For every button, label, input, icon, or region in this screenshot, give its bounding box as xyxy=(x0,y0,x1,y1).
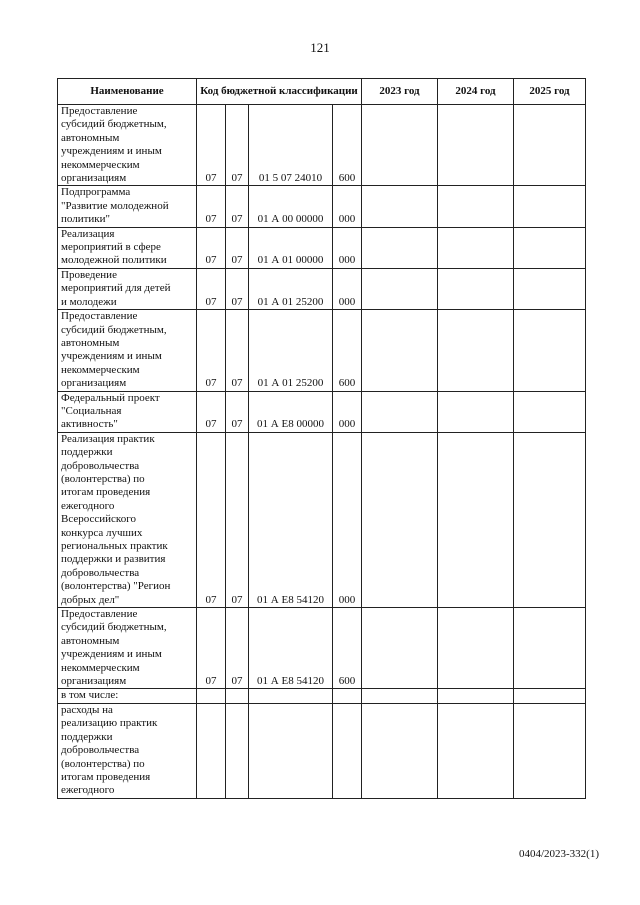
code-section xyxy=(197,703,226,798)
value-2024 xyxy=(438,608,514,689)
table-row xyxy=(58,689,586,703)
row-name-text: в том числе: xyxy=(61,689,119,702)
header-code: Код бюджетной классификации xyxy=(197,79,362,105)
value-2024 xyxy=(438,310,514,391)
row-name-text: Предоставление субсидий бюджетным, автономным учреждениям и иным некоммерческим организациям xyxy=(61,608,167,688)
code-section: 07 xyxy=(197,227,226,268)
document-code: 0404/2023-332(1) xyxy=(518,848,599,860)
value-2023 xyxy=(362,432,438,607)
table-row xyxy=(58,391,586,432)
value-2024 xyxy=(438,703,514,798)
value-2023 xyxy=(362,186,438,227)
value-2024 xyxy=(438,689,514,703)
row-name-text: Реализация мероприятий в сфере молодежной политики xyxy=(61,227,167,267)
table-header-row xyxy=(58,79,586,105)
header-name: Наименование xyxy=(58,79,197,105)
code-target: 01 А 01 25200 xyxy=(249,268,333,309)
value-2023 xyxy=(362,703,438,798)
row-name-text: Реализация практик поддержки добровольчества (волонтерства) по итогам проведения ежегодного Всероссийского конкурса лучших региональных практик поддержки и развития добровольчества (волонтерства) "Регион добрых дел" xyxy=(61,432,171,606)
table-row xyxy=(58,186,586,227)
header-2024: 2024 год xyxy=(438,79,514,105)
code-subsection: 07 xyxy=(226,432,249,607)
value-2023 xyxy=(362,310,438,391)
code-type: 000 xyxy=(333,391,362,432)
budget-table xyxy=(57,78,586,799)
code-type: 000 xyxy=(333,432,362,607)
code-type xyxy=(333,689,362,703)
code-subsection: 07 xyxy=(226,186,249,227)
row-name xyxy=(58,310,197,391)
code-section: 07 xyxy=(197,105,226,186)
value-2025 xyxy=(514,186,586,227)
code-target xyxy=(249,689,333,703)
row-name xyxy=(58,268,197,309)
header-2025: 2025 год xyxy=(514,79,586,105)
code-target xyxy=(249,703,333,798)
code-target: 01 А Е8 00000 xyxy=(249,391,333,432)
code-subsection: 07 xyxy=(226,310,249,391)
value-2025 xyxy=(514,432,586,607)
row-name-text: расходы на реализацию практик поддержки добровольчества (волонтерства) по итогам проведения ежегодного xyxy=(61,703,158,797)
code-target: 01 5 07 24010 xyxy=(249,105,333,186)
code-target: 01 А Е8 54120 xyxy=(249,432,333,607)
value-2024 xyxy=(438,227,514,268)
row-name-text: Предоставление субсидий бюджетным, автономным учреждениям и иным некоммерческим организациям xyxy=(61,105,167,185)
value-2025 xyxy=(514,391,586,432)
value-2023 xyxy=(362,608,438,689)
code-subsection: 07 xyxy=(226,227,249,268)
value-2024 xyxy=(438,432,514,607)
code-section: 07 xyxy=(197,608,226,689)
code-type: 600 xyxy=(333,105,362,186)
value-2025 xyxy=(514,689,586,703)
row-name xyxy=(58,703,197,798)
code-section: 07 xyxy=(197,391,226,432)
code-type: 000 xyxy=(333,186,362,227)
value-2023 xyxy=(362,689,438,703)
code-section: 07 xyxy=(197,268,226,309)
value-2025 xyxy=(514,105,586,186)
code-subsection xyxy=(226,703,249,798)
row-name xyxy=(58,608,197,689)
value-2024 xyxy=(438,391,514,432)
value-2024 xyxy=(438,186,514,227)
row-name xyxy=(58,227,197,268)
code-type xyxy=(333,703,362,798)
row-name-text: Подпрограмма "Развитие молодежной политики" xyxy=(61,186,169,226)
header-2023: 2023 год xyxy=(362,79,438,105)
value-2023 xyxy=(362,227,438,268)
code-subsection: 07 xyxy=(226,608,249,689)
row-name-text: Проведение мероприятий для детей и молодежи xyxy=(61,268,171,308)
row-name-text: Федеральный проект "Социальная активность" xyxy=(61,391,160,431)
code-subsection: 07 xyxy=(226,391,249,432)
table-row xyxy=(58,227,586,268)
code-type: 600 xyxy=(333,608,362,689)
code-type: 600 xyxy=(333,310,362,391)
code-type: 000 xyxy=(333,227,362,268)
value-2025 xyxy=(514,227,586,268)
table-row xyxy=(58,703,586,798)
code-type: 000 xyxy=(333,268,362,309)
value-2025 xyxy=(514,268,586,309)
page-number: 121 xyxy=(310,40,330,55)
value-2024 xyxy=(438,105,514,186)
table-row xyxy=(58,608,586,689)
code-subsection xyxy=(226,689,249,703)
code-section xyxy=(197,689,226,703)
code-section: 07 xyxy=(197,432,226,607)
value-2025 xyxy=(514,703,586,798)
value-2025 xyxy=(514,608,586,689)
value-2023 xyxy=(362,391,438,432)
code-target: 01 А Е8 54120 xyxy=(249,608,333,689)
table-row xyxy=(58,268,586,309)
value-2024 xyxy=(438,268,514,309)
value-2023 xyxy=(362,268,438,309)
row-name-text: Предоставление субсидий бюджетным, автономным учреждениям и иным некоммерческим организациям xyxy=(61,310,167,390)
row-name xyxy=(58,432,197,607)
code-subsection: 07 xyxy=(226,105,249,186)
code-target: 01 А 00 00000 xyxy=(249,186,333,227)
row-name xyxy=(58,186,197,227)
row-name xyxy=(58,105,197,186)
table-row xyxy=(58,310,586,391)
row-name xyxy=(58,689,197,703)
code-section: 07 xyxy=(197,186,226,227)
code-section: 07 xyxy=(197,310,226,391)
value-2023 xyxy=(362,105,438,186)
table-row xyxy=(58,105,586,186)
table-row xyxy=(58,432,586,607)
code-subsection: 07 xyxy=(226,268,249,309)
code-target: 01 А 01 00000 xyxy=(249,227,333,268)
code-target: 01 А 01 25200 xyxy=(249,310,333,391)
row-name xyxy=(58,391,197,432)
value-2025 xyxy=(514,310,586,391)
